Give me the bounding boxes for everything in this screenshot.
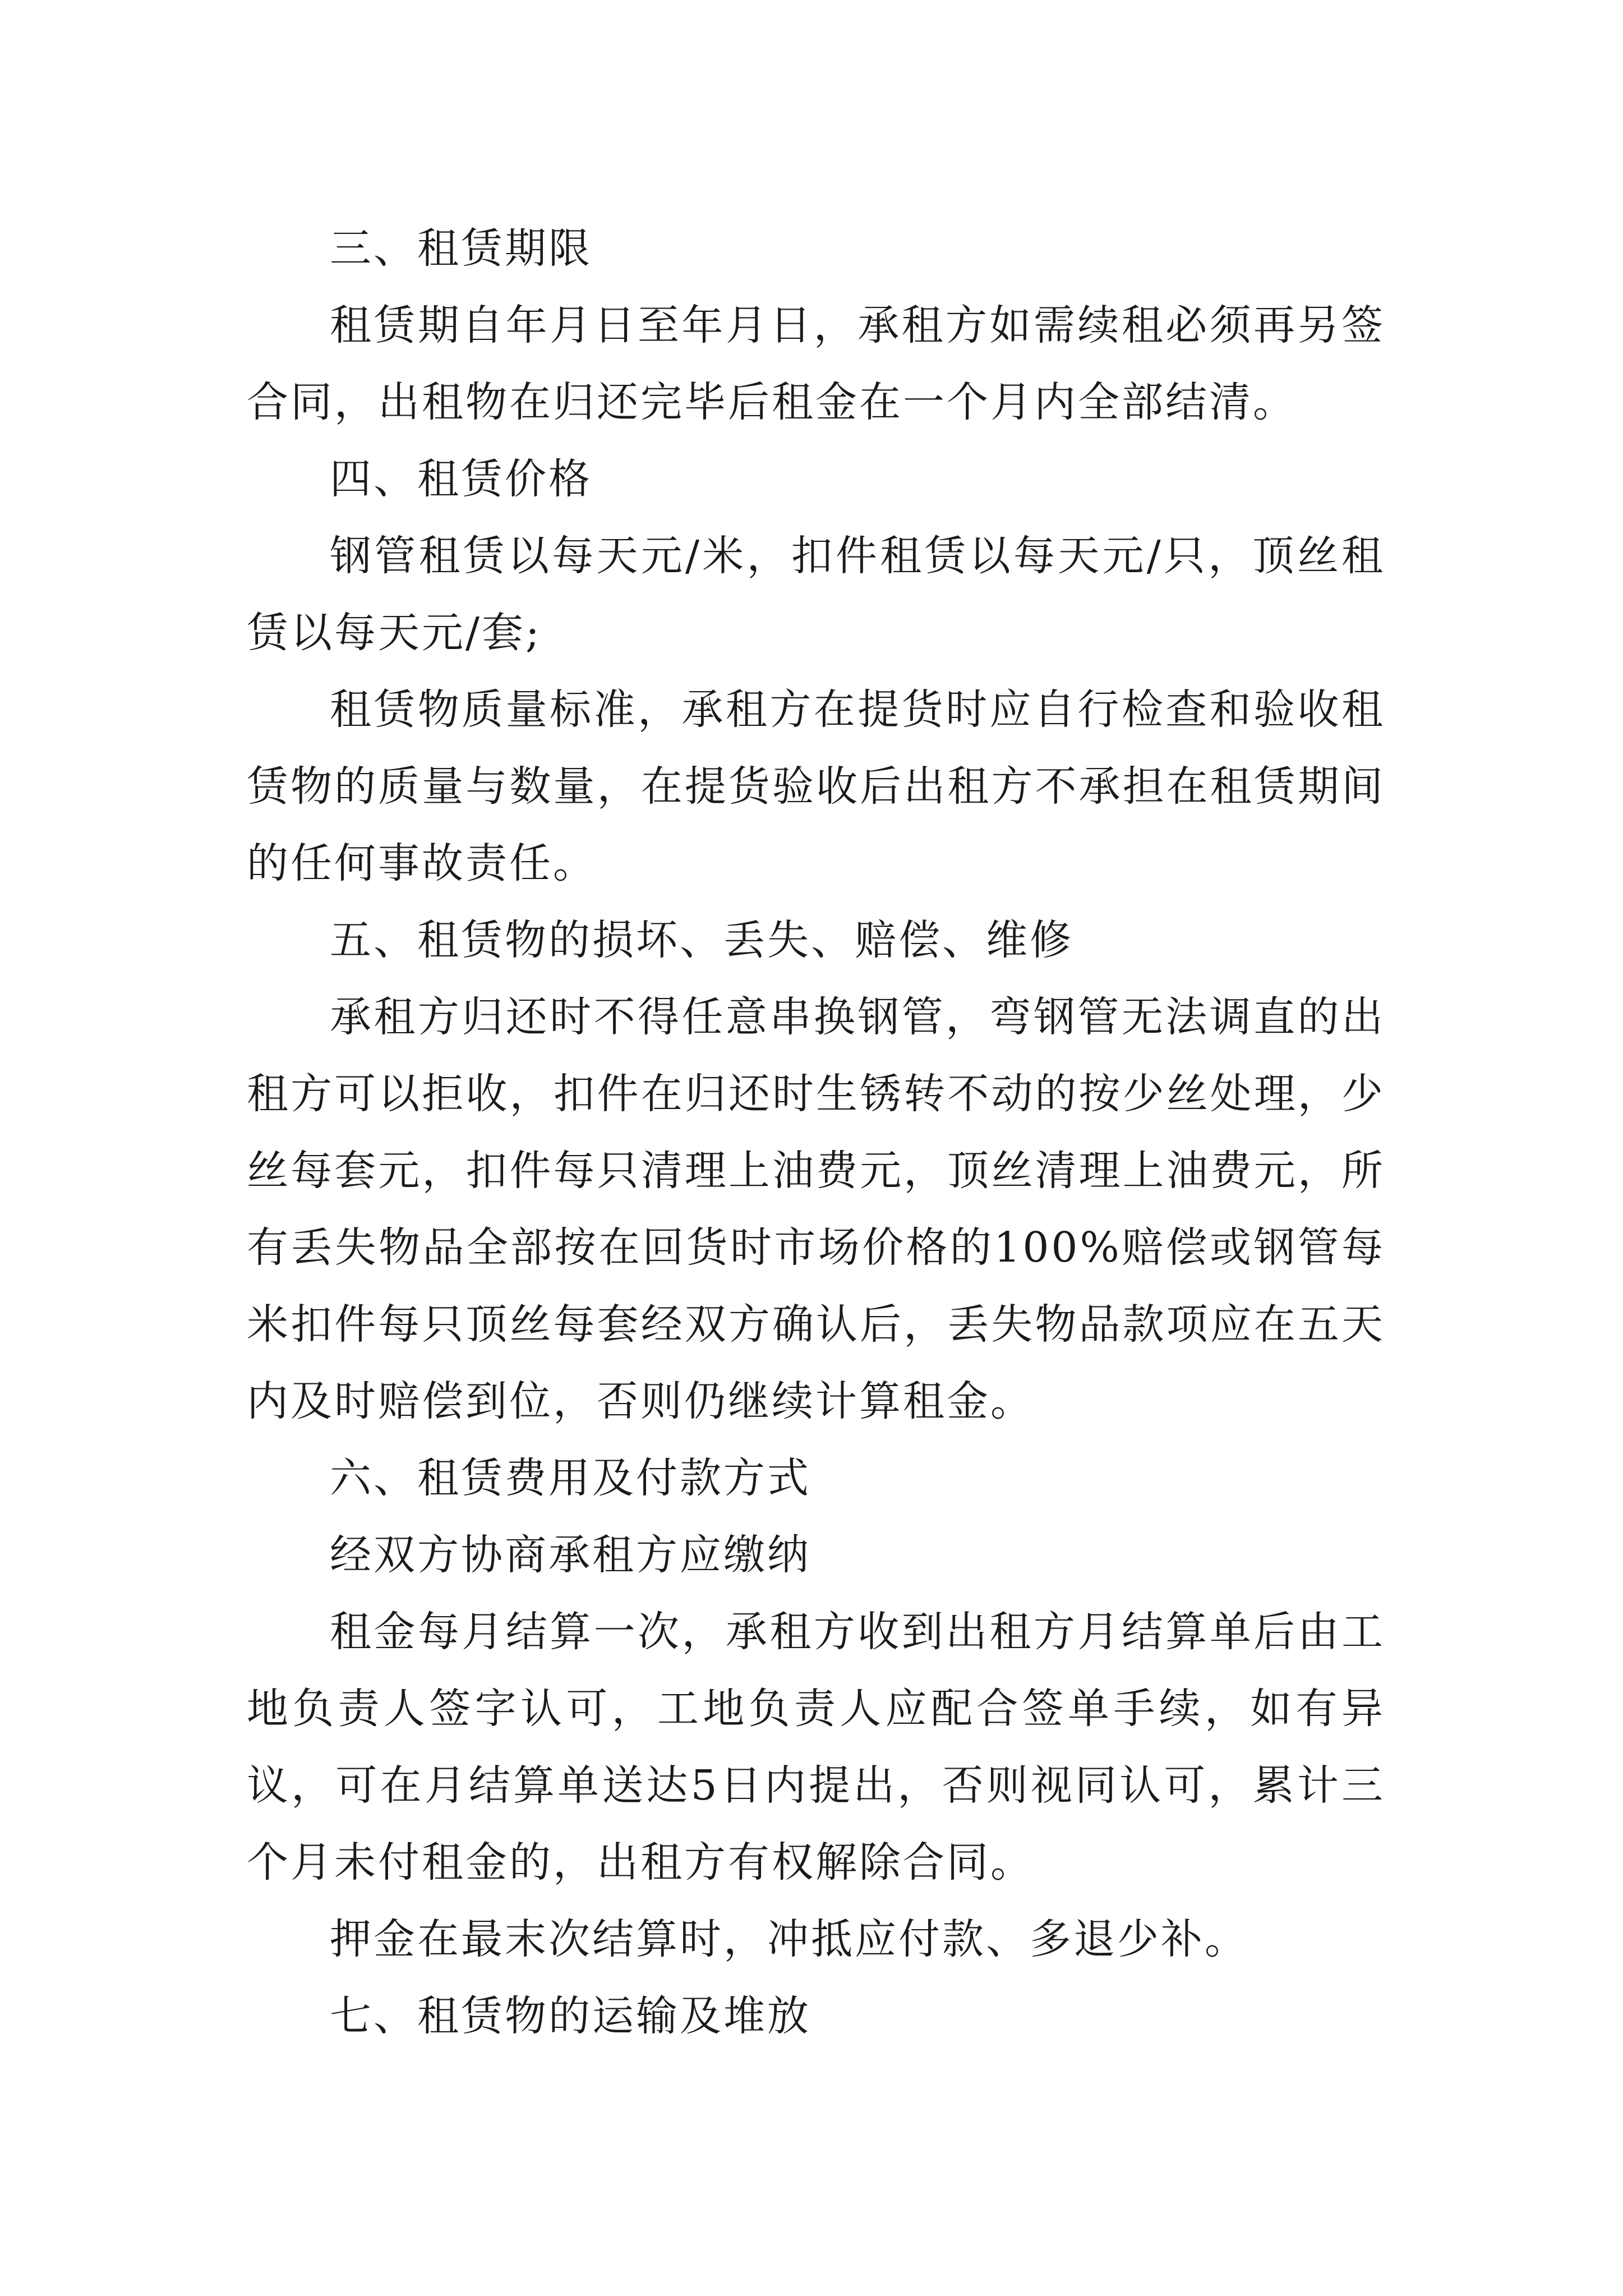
paragraph-quality-standard: 租赁物质量标准，承租方在提货时应自行检查和验收租赁物的质量与数量，在提货验收后出租方不承担在租赁期间的任何事故责任。 (247, 685, 1385, 887)
section-heading-transport-storage: 七、租赁物的运输及堆放 (330, 1992, 811, 2040)
paragraph-monthly-settlement: 租金每月结算一次，承租方收到出租方月结算单后由工地负责人签字认可，工地负责人应配合签单手续，如有异议，可在月结算单送达5日内提出，否则视同认可，累计三个月未付租金的，出租方有权解除合同。 (247, 1608, 1385, 1887)
document-body (247, 210, 1385, 2055)
paragraph-negotiation: 经双方协商承租方应缴纳 (330, 1531, 811, 1579)
section-heading-damage-loss: 五、租赁物的损坏、丢失、赔偿、维修 (330, 916, 1073, 964)
paragraph-deposit: 押金在最末次结算时，冲抵应付款、多退少补。 (330, 1915, 1248, 1963)
paragraph-lease-price: 钢管租赁以每天元/米，扣件租赁以每天元/只，顶丝租赁以每天元/套; (247, 532, 1385, 657)
section-heading-fees-payment: 六、租赁费用及付款方式 (330, 1454, 811, 1502)
section-heading-lease-term: 三、租赁期限 (330, 224, 592, 273)
section-heading-lease-price: 四、租赁价格 (330, 455, 592, 503)
paragraph-lease-term: 租赁期自年月日至年月日，承租方如需续租必须再另签合同，出租物在归还完毕后租金在一个月内全部结清。 (247, 301, 1385, 426)
paragraph-damage-loss: 承租方归还时不得任意串换钢管，弯钢管无法调直的出租方可以拒收，扣件在归还时生锈转不动的按少丝处理，少丝每套元，扣件每只清理上油费元，顶丝清理上油费元，所有丢失物品全部按在回货时市场价格的100%赔偿或钢管每米扣件每只顶丝每套经双方确认后，丢失物品款项应在五天内及时赔偿到位，否则仍继续计算租金。 (247, 993, 1385, 1425)
